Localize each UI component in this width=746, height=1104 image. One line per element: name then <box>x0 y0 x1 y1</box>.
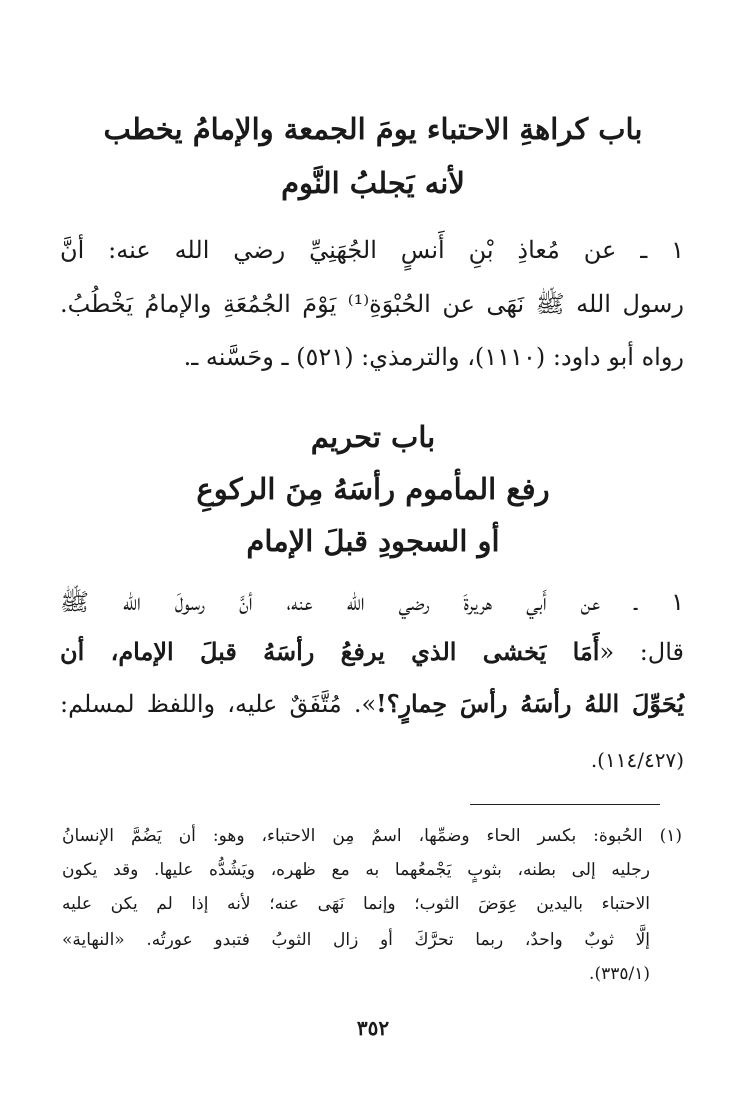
chapter2-hadith-line3 <box>60 690 684 719</box>
chapter1-title-line2: لأنه يَجلبُ النَّوم <box>281 166 465 200</box>
footnote-line1: (١) الحُبوة: بكسر الحاء وضمِّها، اسمٌ مِن الاحتباء، وهو: أن يَضُمَّ الإنسانُ <box>62 826 682 846</box>
chapter2-hadith-line1: ١ ـ عن أَبي هريرةَ رضي الله عنه، أنَّ رسولَ الله ﷺ <box>60 588 684 616</box>
page-number: ٣٥٢ <box>356 1016 390 1040</box>
footnote-line3: الاحتباء باليدين عِوَضَ الثوب؛ وإنما نَهَى عنه؛ لأنه إذا لم يكن عليه <box>62 894 650 914</box>
footnote-divider <box>470 804 660 805</box>
hadith-quote-prefix: قال: « <box>599 638 684 666</box>
footnote-line2: رجليه إلى بطنه، بثوبٍ يَجْمعُهما به مع ظهره، ويَشُدُّه عليها. وقد يكون <box>62 860 650 880</box>
footnote-line4: إلَّا ثوبٌ واحدٌ، ربما تحرَّكَ أو زال الثوبُ فتبدو عورتُه. «النهاية» <box>62 930 650 950</box>
hadith-quote-suffix: ». مُتَّفَقٌ عليه، واللفظ لمسلم: <box>60 690 377 718</box>
chapter2-hadith-line2 <box>60 638 684 667</box>
chapter1-hadith-line1: ١ ـ عن مُعاذِ بْنِ أَنسٍ الجُهَنِيِّ رضي الله عنه: أنَّ <box>60 236 684 264</box>
chapter2-hadith-line4: (١١٤/٤٢٧). <box>590 748 684 772</box>
chapter2-title-line1: باب تحريم <box>310 420 436 454</box>
chapter2-title-line3: أو السجودِ قبلَ الإمام <box>246 524 500 558</box>
hadith-quote-bold-1: أَمَا يَخشى الذي يرفعُ رأسَهُ قبلَ الإمام، أن <box>60 637 600 666</box>
chapter2-title-line2: رفع المأموم رأسَهُ مِنَ الركوعِ <box>196 472 550 506</box>
chapter1-title-line1: باب كراهةِ الاحتباء يومَ الجمعة والإمامُ يخطب <box>103 112 643 146</box>
chapter1-hadith-line2: رسول الله ﷺ نَهَى عن الحُبْوَةِ⁽¹⁾ يَوْمَ الجُمُعَةِ والإمامُ يَخْطُبُ. <box>60 290 684 318</box>
chapter1-hadith-line3: رواه أبو داود: (١١١٠)، والترمذي: (٥٢١) ـ وحَسَّنه ـ. <box>183 343 684 371</box>
footnote-line5: (٣٣٥/١). <box>589 964 650 984</box>
hadith-quote-bold-2: يُحَوِّلَ اللهُ رأسَهُ رأسَ حِمارٍ؟! <box>376 689 684 718</box>
